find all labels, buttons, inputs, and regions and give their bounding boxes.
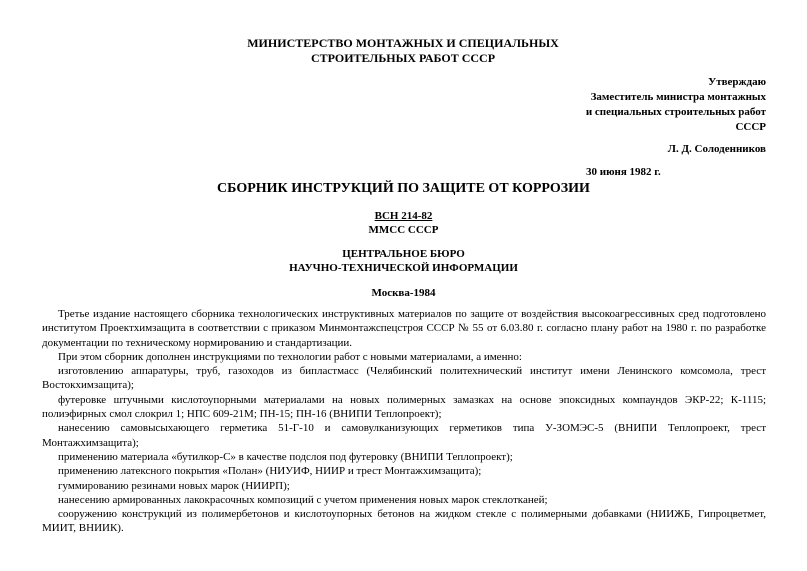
paragraph: сооружению конструкций из полимербетонов и кислотоупорных бетонов на жидком стекле с полимерными добавками (НИИЖБ, Гипроцветмет, МИИТ, ВНИИК). — [42, 508, 766, 535]
paragraph: изготовлению аппаратуры, труб, газоходов из бипластмасс (Челябинский политехнический институт имени Ленинского комсомола, трест Востокхимзащита); — [42, 365, 766, 392]
paragraph: нанесению самовысыхающего герметика 51-Г-10 и самовулканизующих герметиков типа У-ЗОМЭС-5 (ВНИПИ Теплопроект, трест Монтажхимзащита); — [42, 422, 766, 449]
paragraph: применению латексного покрытия «Полан» (НИУИФ, НИИР и трест Монтажхимзащита); — [58, 465, 482, 478]
approval-signer: Л. Д. Солоденников — [667, 143, 766, 155]
paragraph: Третье издание настоящего сборника технологических инструктивных материалов по защите от воздействия высокоагрессивных сред подготовлено институтом Проектхимзащита в соответствии с приказом Минмонтажспецстроя СССР № 55 от 6.03.80 г. согласно плану работ на 1980 г. по разработке документации по техническому нормированию и стандартизации. — [42, 308, 766, 349]
approval-line-3: и специальных строительных работ — [585, 106, 766, 118]
approval-line-2: Заместитель министра монтажных — [590, 91, 766, 103]
ministry-line-1: МИНИСТЕРСТВО МОНТАЖНЫХ И СПЕЦИАЛЬНЫХ — [247, 36, 559, 50]
body-text — [42, 307, 766, 536]
ministry-line-2: СТРОИТЕЛЬНЫХ РАБОТ СССР — [310, 51, 496, 65]
city-year: Москва-1984 — [371, 287, 436, 299]
document-title: СБОРНИК ИНСТРУКЦИЙ ПО ЗАЩИТЕ ОТ КОРРОЗИИ — [217, 181, 590, 196]
paragraph: гуммированию резинами новых марок (НИИРП); — [58, 479, 290, 492]
publisher-block — [0, 247, 807, 275]
paragraph: При этом сборник дополнен инструкциями по технологии работ с новыми материалами, а именно: — [58, 350, 522, 363]
document-code: ВСН 214-82 — [374, 210, 433, 222]
approval-date: 30 июня 1982 г. — [586, 166, 661, 178]
document-org: ММСС СССР — [368, 224, 439, 236]
approval-line-1: Утверждаю — [708, 76, 766, 88]
publisher-line-2: НАУЧНО-ТЕХНИЧЕСКОЙ ИНФОРМАЦИИ — [289, 262, 518, 274]
ministry-header — [140, 36, 666, 66]
approval-line-4: СССР — [735, 121, 766, 133]
paragraph: футеровке штучными кислотоупорными материалами на новых полимерных замазках на основе эпоксидных компаундов ЭКР-22; К-1115; полиэфирных смол слокрил 1; НПС 609-21М; ПН-15; ПН-16 (ВНИПИ Теплопроект); — [42, 393, 766, 421]
paragraph: применению материала «бутилкор-С» в качестве подслоя под футеровку (ВНИПИ Теплопроект); — [58, 450, 513, 463]
paragraph: нанесению армированных лакокрасочных композиций с учетом применения новых марок стеклотканей; — [58, 493, 548, 506]
publisher-line-1: ЦЕНТРАЛЬНОЕ БЮРО — [342, 248, 465, 260]
document-code-block — [0, 209, 807, 237]
approval-block — [560, 75, 766, 180]
